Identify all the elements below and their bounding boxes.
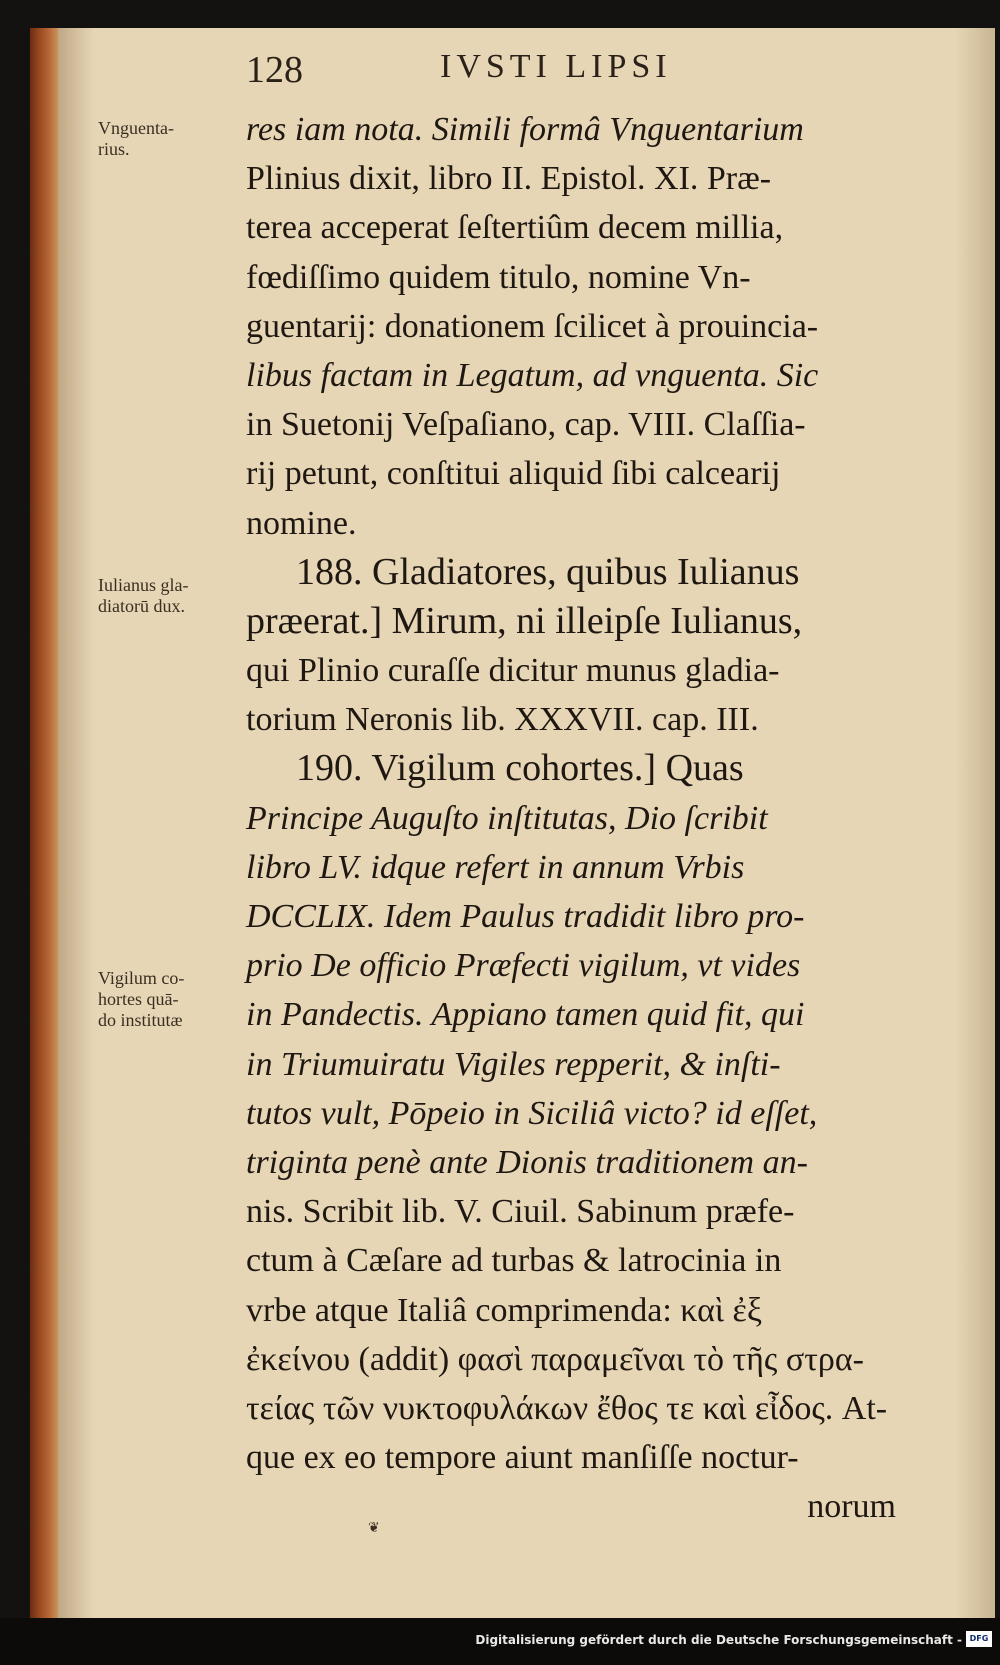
margin-note-vigilum: Vigilum co- hortes quā- do institutæ	[98, 968, 185, 1030]
text-line: nomine.	[246, 504, 357, 542]
text-line: fœdiſſimo quidem titulo, nomine Vn-	[246, 258, 751, 296]
greek-text-line: τείας τῶν νυκτοφυλάκων ἔθος τε καὶ εἶδος. At-	[246, 1389, 888, 1427]
page-shadow	[955, 28, 995, 1618]
text-line: in Triumuiratu Vigiles repperit, & inſti-	[246, 1045, 781, 1083]
funding-credit: Digitalisierung gefördert durch die Deutsche Forschungsgemeinschaft -	[475, 1633, 962, 1647]
text-line: libro LV. idque refert in annum Vrbis	[246, 848, 745, 886]
running-head: IVSTI LIPSI	[440, 48, 672, 85]
text-line: in Pandectis. Appiano tamen quid fit, qui	[246, 996, 805, 1034]
text-line: triginta penè ante Dionis traditionem an-	[246, 1143, 808, 1181]
main-text-block	[246, 105, 926, 1531]
text-line: vrbe atque Italiâ comprimenda: καὶ ἐξ	[246, 1291, 762, 1329]
text-line: libus factam in Legatum, ad vnguenta. Sic	[246, 356, 819, 394]
ornament-mark: ❦	[368, 1521, 380, 1536]
margin-note-iulianus: Iulianus gla- diatorū dux.	[98, 575, 189, 616]
text-line: terea acceperat ſeſtertiûm decem millia,	[246, 209, 784, 247]
text-line: res iam nota. Simili formâ Vnguentarium	[246, 111, 804, 148]
margin-note-unguentarius: Vnguenta- rius.	[98, 118, 174, 159]
folio-number: 128	[246, 49, 303, 91]
text-line: guentarij: donationem ſcilicet à prouincia-	[246, 307, 819, 345]
text-line: rij petunt, conſtitui aliquid ſibi calcearij	[246, 455, 781, 493]
digitization-footer	[0, 1618, 1000, 1665]
text-line: Principe Auguſto inſtitutas, Dio ſcribit	[246, 799, 768, 837]
page-edge-gilt	[30, 28, 58, 1618]
page-header	[0, 48, 1000, 100]
text-line: qui Plinio curaſſe dicitur munus gladia-	[246, 652, 780, 690]
text-line: que ex eo tempore aiunt manſiſſe noctur-	[246, 1439, 799, 1477]
greek-text-line: ἐκείνου (addit) φασὶ παραμεῖναι τὸ τῆς στρα-	[246, 1340, 864, 1378]
text-line: ctum à Cæſare ad turbas & latrocinia in	[246, 1242, 782, 1280]
text-line: præerat.] Mirum, ni illeipſe Iulianus,	[246, 599, 803, 642]
catchword: norum	[807, 1488, 896, 1526]
dfg-logo: DFG	[966, 1631, 992, 1647]
binding-shadow	[58, 28, 94, 1618]
section-heading-188: 188. Gladiatores, quibus Iulianus	[296, 550, 800, 593]
section-heading-190: 190. Vigilum cohortes.] Quas	[296, 747, 744, 790]
text-line: tutos vult, Pōpeio in Siciliâ victo? id eſſet,	[246, 1094, 818, 1132]
text-line: torium Neronis lib. XXXVII. cap. III.	[246, 701, 759, 739]
text-line: DCCLIX. Idem Paulus tradidit libro pro-	[246, 898, 805, 935]
text-line: in Suetonij Veſpaſiano, cap. VIII. Claſſia-	[246, 406, 806, 444]
text-line: prio De officio Præfecti vigilum, vt vides	[246, 947, 801, 985]
text-line: nis. Scribit lib. V. Ciuil. Sabinum præfe-	[246, 1193, 795, 1231]
text-line: Plinius dixit, libro II. Epistol. XI. Præ-	[246, 160, 772, 198]
